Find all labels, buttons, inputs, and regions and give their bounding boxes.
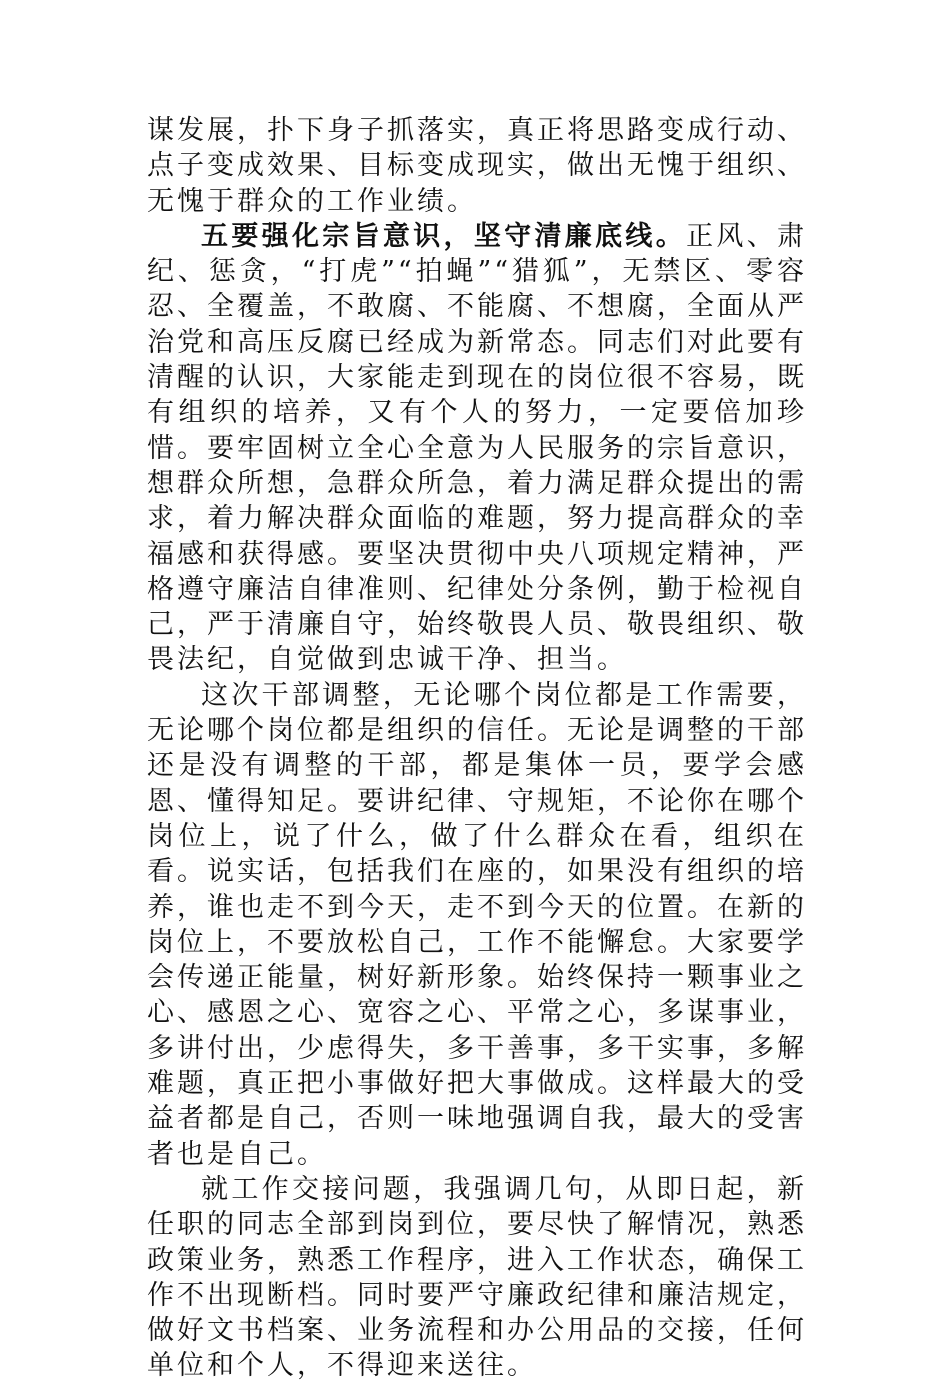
paragraph-continuation <box>147 113 807 219</box>
section-heading: 五要强化宗旨意识，坚守清廉底线。 <box>201 220 687 252</box>
paragraph-cadre-adjustment <box>147 678 807 1172</box>
paragraph-text: 谋发展，扑下身子抓落实，真正将思路变成行动、点子变成效果、目标变成现实，做出无愧于组织、无愧于群众的工作业绩。 <box>147 115 807 217</box>
paragraph-work-handover <box>147 1172 807 1384</box>
paragraph-section-five <box>147 219 807 678</box>
paragraph-text: 正风、肃纪、惩贪，“打虎”“拍蝇”“猎狐”，无禁区、零容忍、全覆盖，不敢腐、不能腐、不想腐，全面从严治党和高压反腐已经成为新常态。同志们对此要有清醒的认识，大家能走到现在的岗位很不容易，既有组织的培养，又有个人的努力，一定要倍加珍惜。要牢固树立全心全意为人民服务的宗旨意识，想群众所想，急群众所急，着力满足群众提出的需求，着力解决群众面临的难题，努力提高群众的幸福感和获得感。要坚决贯彻中央八项规定精神，严格遵守廉洁自律准则、纪律处分条例，勤于检视自己，严于清廉自守，始终敬畏人员、敬畏组织、敬畏法纪，自觉做到忠诚干净、担当。 <box>147 220 808 676</box>
paragraph-text: 这次干部调整，无论哪个岗位都是工作需要，无论哪个岗位都是组织的信任。无论是调整的干部还是没有调整的干部，都是集体一员，要学会感恩、懂得知足。要讲纪律、守规矩，不论你在哪个岗位上，说了什么，做了什么群众在看，组织在看。说实话，包括我们在座的，如果没有组织的培养，谁也走不到今天，走不到今天的位置。在新的岗位上，不要放松自己，工作不能懈怠。大家要学会传递正能量，树好新形象。始终保持一颗事业之心、感恩之心、宽容之心、平常之心，多谋事业，多讲付出，少虑得失，多干善事，多干实事，多解难题，真正把小事做好把大事做成。这样最大的受益者都是自己，否则一味地强调自我，最大的受害者也是自己。 <box>147 679 807 1170</box>
document-page <box>147 113 807 1384</box>
paragraph-text: 就工作交接问题，我强调几句，从即日起，新任职的同志全部到岗到位，要尽快了解情况，熟悉政策业务，熟悉工作程序，进入工作状态，确保工作不出现断档。同时要严守廉政纪律和廉洁规定，做好文书档案、业务流程和办公用品的交接，任何单位和个人，不得迎来送往。 <box>147 1173 807 1382</box>
